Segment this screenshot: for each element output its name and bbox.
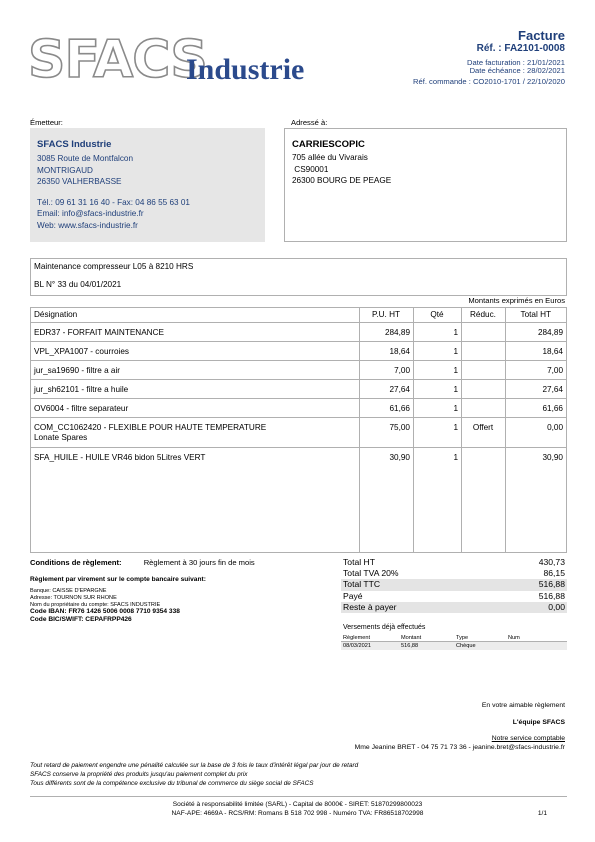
row-designation: jur_sa19690 - filtre a air [31, 360, 359, 379]
header-pu: P.U. HT [359, 308, 413, 322]
emitter-email: Email: info@sfacs-industrie.fr [37, 209, 144, 219]
emitter-box [30, 128, 265, 242]
row-designation-main: COM_CC1062420 - FLEXIBLE POUR HAUTE TEMPERATURE [34, 422, 267, 432]
footer-line1: Société à responsabilité limitée (SARL) - Capital de 8000€ - SIRET: 51870299800023 [172, 801, 423, 808]
closing-contact: Mme Jeanine BRET - 04 75 71 73 36 - jeanine.bret@sfacs-industrie.fr [354, 744, 565, 751]
paid-row [341, 591, 567, 602]
row-total: 7,00 [505, 360, 566, 379]
closing-team: L'équipe SFACS [512, 719, 565, 726]
row-total: 27,64 [505, 379, 566, 398]
payments-header-num: Num [508, 635, 520, 641]
remaining-label: Reste à payer [343, 601, 397, 612]
addressee-address3: 26300 BOURG DE PEAGE [292, 176, 392, 186]
payment-conditions [30, 558, 255, 567]
total-ht-label: Total HT [343, 557, 375, 567]
closing-line1: En votre aimable règlement [481, 702, 565, 709]
logo-subtitle: Industrie [186, 53, 305, 86]
bank-address: Adresse: TOURNON SUR RHONE [30, 595, 117, 601]
date-facturation: Date facturation : 21/01/2021 [467, 58, 565, 67]
row-designation: VPL_XPA1007 - courroies [31, 341, 359, 360]
row-reduc [461, 398, 505, 417]
bank-iban: Code IBAN: FR76 1426 5006 0008 7710 9354 338 [30, 608, 180, 615]
emitter-web: Web: www.sfacs-industrie.fr [37, 220, 138, 230]
row-reduc: Offert [461, 417, 505, 447]
bank-owner: Nom du propriétaire du compte: SFACS INDUSTRIE [30, 602, 161, 608]
row-designation: jur_sh62101 - filtre a huile [31, 379, 359, 398]
ref-commande: Réf. commande : CO2010-1701 / 22/10/2020 [413, 77, 565, 86]
header-designation: Désignation [31, 308, 359, 322]
company-logo [28, 32, 318, 92]
payments-header-reglement: Règlement [343, 635, 371, 641]
table-row [31, 341, 566, 360]
row-pu: 18,64 [359, 341, 413, 360]
table-row [31, 360, 566, 379]
emitter-label: Émetteur: [30, 118, 63, 127]
paid-label: Payé [343, 590, 363, 601]
row-designation: EDR37 - FORFAIT MAINTENANCE [31, 322, 359, 341]
payments-title: Versements déjà effectués [343, 624, 426, 631]
row-qty: 1 [453, 452, 458, 462]
table-row [31, 417, 566, 447]
invoice-lines-table [30, 307, 567, 553]
reference-line1: Maintenance compresseur L05 à 8210 HRS [34, 262, 194, 271]
emitter-address3: 26350 VALHERBASSE [37, 177, 122, 187]
reference-box [30, 258, 567, 296]
bank-bic: Code BIC/SWIFT: CEPAFRPP426 [30, 616, 132, 623]
row-total: 18,64 [505, 341, 566, 360]
emitter-name: SFACS Industrie [37, 139, 112, 150]
legal-line1: Tout retard de paiement engendre une pénalité calculée sur la base de 3 fois le taux d'intérêt légal par jour de retard [30, 762, 359, 769]
row-total: 61,66 [505, 398, 566, 417]
payment-date: 08/03/2021 [343, 643, 371, 649]
payment-type: Chèque [456, 643, 476, 649]
closing-service: Notre service comptable [491, 735, 565, 742]
date-echeance: Date échéance : 28/02/2021 [469, 66, 565, 75]
payments-table [341, 634, 567, 650]
reference-line2: BL N° 33 du 04/01/2021 [34, 280, 122, 289]
table-row [31, 398, 566, 417]
row-total: 0,00 [505, 417, 566, 447]
currency-note: Montants exprimés en Euros [468, 296, 565, 305]
row-reduc [461, 379, 505, 398]
addressee-box [284, 128, 567, 242]
row-pu: 75,00 [359, 417, 413, 447]
total-ttc-label: Total TTC [343, 579, 381, 590]
row-pu: 27,64 [359, 379, 413, 398]
conditions-label: Conditions de règlement: [30, 558, 122, 567]
row-qty: 1 [413, 379, 461, 398]
logo-brand: SFACS [28, 30, 207, 90]
row-total: 284,89 [505, 322, 566, 341]
row-qty: 1 [413, 417, 461, 447]
addressee-name: CARRIESCOPIC [292, 139, 365, 150]
total-tva-value: 86,15 [543, 568, 565, 579]
payment-amount: 516,88 [401, 643, 419, 649]
payments-header-montant: Montant [401, 635, 422, 641]
bank-name: Banque: CAISSE D'EPARGNE [30, 588, 107, 594]
row-designation: OV6004 - filtre separateur [31, 398, 359, 417]
remaining-row [341, 602, 567, 613]
header-total: Total HT [505, 308, 566, 322]
total-ttc-value: 516,88 [538, 579, 565, 590]
row-reduc [461, 322, 505, 341]
legal-line2: SFACS conserve la propriété des produits jusqu'au paiement complet du prix [30, 771, 248, 778]
footer-line2: NAF-APE: 4669A - RCS/RM: Romans B 518 702 998 - Numéro TVA: FR86518702998 [171, 810, 424, 817]
row-reduc [461, 447, 505, 466]
row-qty: 1 [413, 398, 461, 417]
table-row [31, 379, 566, 398]
table-row [31, 447, 566, 466]
header-reduc: Réduc. [461, 308, 505, 322]
row-qty: 1 [413, 341, 461, 360]
bank-title: Règlement par virement sur le compte bancaire suivant: [30, 576, 206, 583]
total-tva-label: Total TVA 20% [343, 568, 399, 579]
table-row [31, 322, 566, 341]
invoice-ref: Réf. : FA2101-0008 [476, 43, 565, 54]
payment-num [508, 642, 567, 650]
addressee-address2: CS90001 [292, 164, 329, 174]
payments-header-row [341, 634, 567, 642]
total-tva-row [341, 568, 567, 579]
row-designation [31, 417, 359, 447]
row-pu: 7,00 [359, 360, 413, 379]
row-pu: 284,89 [359, 322, 413, 341]
emitter-address2: MONTRIGAUD [37, 165, 93, 175]
header-qty: Qté [413, 308, 461, 322]
row-qty: 1 [413, 360, 461, 379]
paid-value: 516,88 [538, 590, 565, 601]
row-qty: 1 [413, 322, 461, 341]
footer-divider [30, 796, 567, 797]
conditions-value: Règlement à 30 jours fin de mois [143, 558, 255, 567]
payments-header-type: Type [456, 635, 469, 641]
page-number: 1/1 [537, 810, 547, 817]
total-ht-row [341, 557, 567, 568]
totals-block [341, 557, 567, 613]
row-designation-sub: Lonate Spares [34, 433, 88, 442]
payments-row [341, 642, 567, 650]
addressee-label: Adressé à: [291, 118, 328, 127]
remaining-value: 0,00 [548, 601, 565, 612]
table-header-row [31, 308, 566, 322]
emitter-phone: Tél.: 09 61 31 16 40 - Fax: 04 86 55 63 01 [37, 197, 190, 207]
row-pu: 30,90 [389, 452, 410, 462]
addressee-address1: 705 allée du Vivarais [292, 153, 368, 162]
row-designation: SFA_HUILE - HUILE VR46 bidon 5Litres VERT [31, 447, 359, 466]
row-pu: 61,66 [359, 398, 413, 417]
total-ht-value: 430,73 [538, 557, 565, 567]
total-ttc-row [341, 579, 567, 590]
row-total: 30,90 [542, 452, 563, 462]
emitter-address1: 3085 Route de Montfalcon [37, 154, 134, 163]
row-reduc [461, 341, 505, 360]
row-reduc [461, 360, 505, 379]
legal-line3: Tous différents sont de la compétence exclusive du tribunal de commerce du siège social de SFACS [30, 780, 314, 787]
invoice-title: Facture [518, 28, 565, 43]
